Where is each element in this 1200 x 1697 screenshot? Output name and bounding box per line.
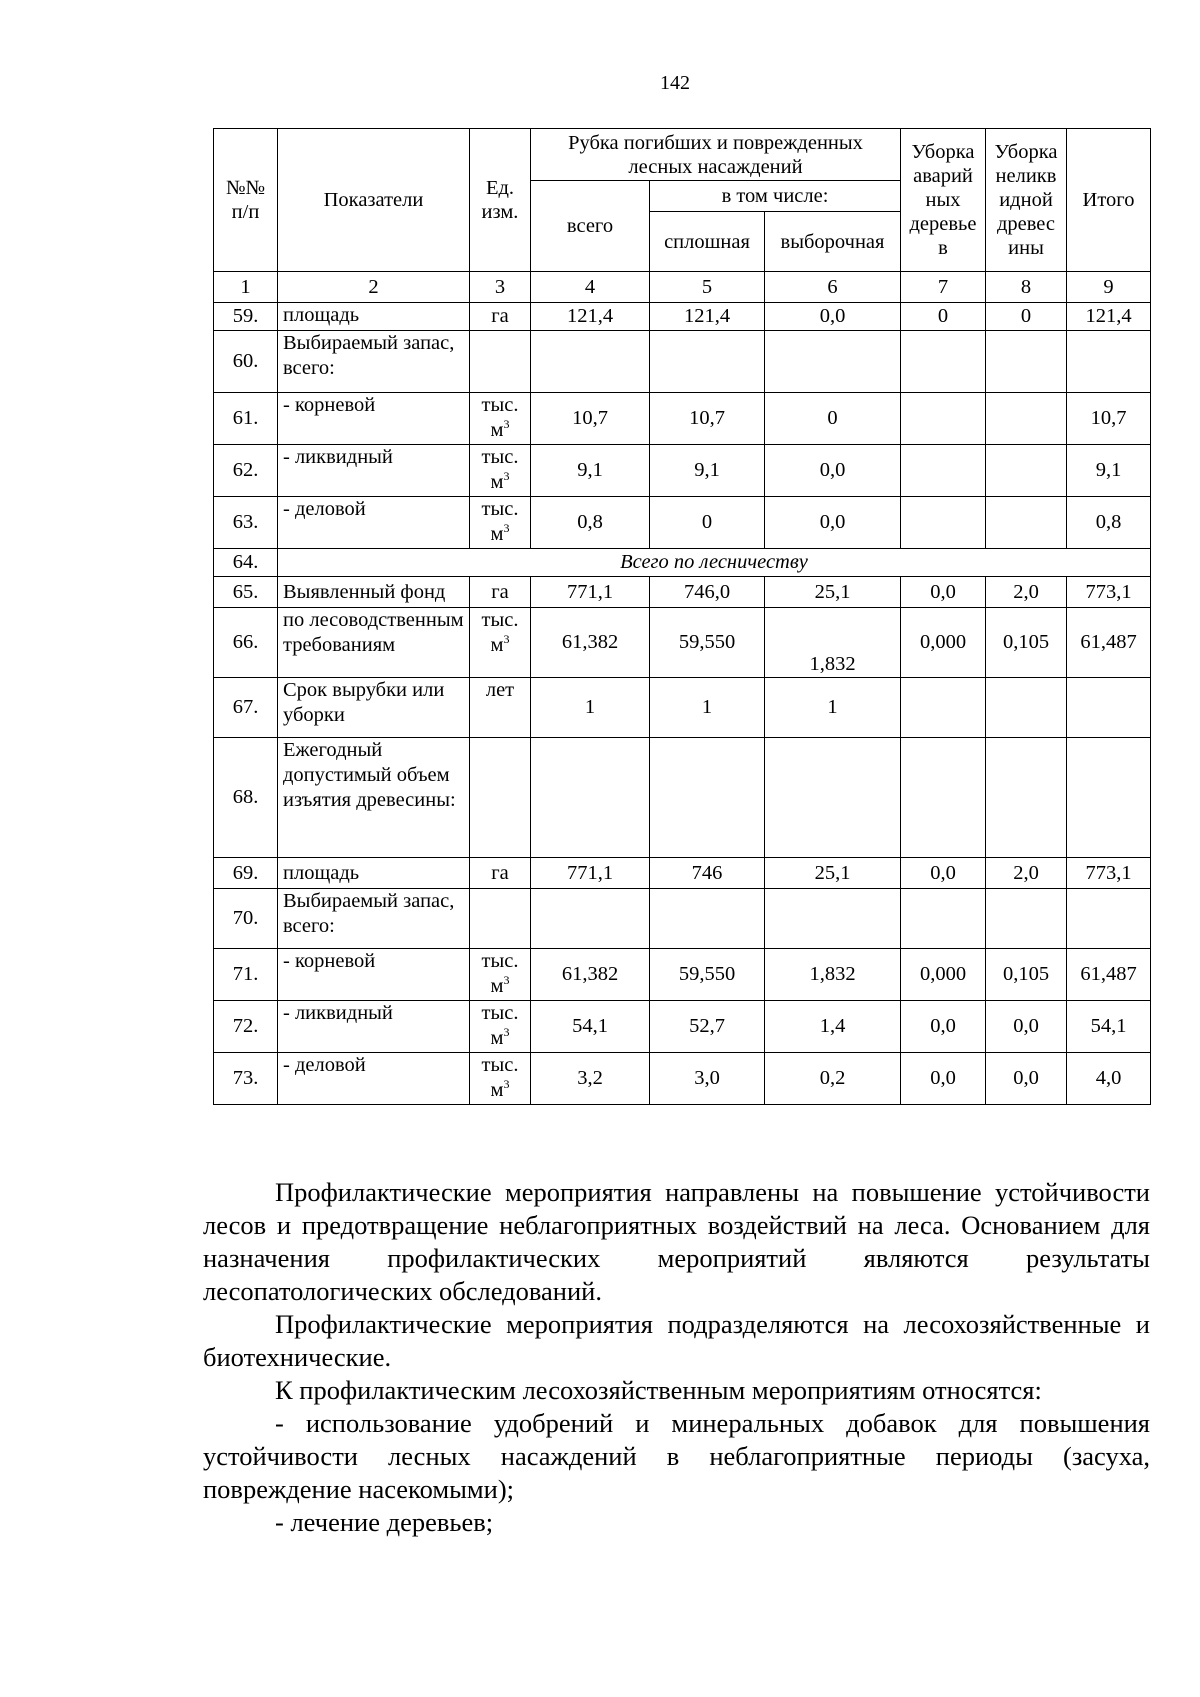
header-total-sub: всего — [531, 181, 650, 272]
paragraph: К профилактическим лесохозяйственным мероприятиям относятся: — [275, 1375, 1042, 1405]
header-num: №№ п/п — [214, 129, 278, 272]
body-text — [203, 1176, 1150, 1539]
paragraph: - использование удобрений и минеральных добавок для повышения устойчивости лесных насаждений в неблагоприятные периоды (засуха, повреждение насекомыми); — [203, 1408, 1150, 1504]
table-row: 66. по лесоводственным требованиям тыс. $м^3$ 61,382 59,550 1,832 0,000 0,105 61,487 — [214, 608, 1151, 678]
table-row: 72. - ликвидный тыс. $м^3$ 54,1 52,7 1,4 0,0 0,0 54,1 — [214, 1001, 1151, 1053]
page-number: 142 — [660, 72, 690, 94]
header-illiquid: Уборка неликв идной древес ины — [986, 129, 1067, 272]
header-selective: выборочная — [765, 212, 901, 272]
table-row: 59. площадь га 121,4 121,4 0,0 0 0 121,4 — [214, 303, 1151, 331]
section-title: Всего по лесничеству — [278, 549, 1151, 577]
forest-table — [213, 128, 1151, 1105]
header-unit: Ед. изм. — [470, 129, 531, 272]
header-indicator: Показатели — [278, 129, 470, 272]
table-row: 67. Срок вырубки или уборки лет 1 1 1 — [214, 678, 1151, 738]
paragraph: - лечение деревьев; — [275, 1507, 494, 1537]
table-row: 63. - деловой тыс. $м^3$ 0,8 0 0,0 0,8 — [214, 497, 1151, 549]
paragraph: Профилактические мероприятия подразделяются на лесохозяйственные и биотехнические. — [203, 1309, 1150, 1372]
header-total: Итого — [1067, 129, 1151, 272]
table-row: 62. - ликвидный тыс. $м^3$ 9,1 9,1 0,0 9,1 — [214, 445, 1151, 497]
column-numbers-row: 1 2 3 4 5 6 7 8 9 — [214, 272, 1151, 303]
table-row: 73. - деловой тыс. $м^3$ 3,2 3,0 0,2 0,0 0,0 4,0 — [214, 1053, 1151, 1105]
table-row: 68. Ежегодный допустимый объем изъятия древесины: — [214, 738, 1151, 858]
header-including: в том числе: — [650, 181, 901, 212]
table-row: 71. - корневой тыс. $м^3$ 61,382 59,550 1,832 0,000 0,105 61,487 — [214, 949, 1151, 1001]
table-row: 65. Выявленный фонд га 771,1 746,0 25,1 0,0 2,0 773,1 — [214, 577, 1151, 608]
section-row: 64. Всего по лесничеству — [214, 549, 1151, 577]
table-row: 61. - корневой тыс. $м^3$ 10,7 10,7 0 10,7 — [214, 393, 1151, 445]
table-row: 70. Выбираемый запас, всего: — [214, 889, 1151, 949]
header-solid: сплошная — [650, 212, 765, 272]
table-row: 60. Выбираемый запас, всего: — [214, 331, 1151, 393]
header-emergency: Уборка аварий ных деревье в — [901, 129, 986, 272]
table-row: 69. площадь га 771,1 746 25,1 0,0 2,0 773,1 — [214, 858, 1151, 889]
header-group: Рубка погибших и поврежденных лесных насаждений — [531, 129, 901, 181]
paragraph: Профилактические мероприятия направлены на повышение устойчивости лесов и предотвращение неблагоприятных воздействий на леса. Основанием для назначения профилактических мероприятий являются результаты лесопатологических обследований. — [203, 1177, 1150, 1306]
